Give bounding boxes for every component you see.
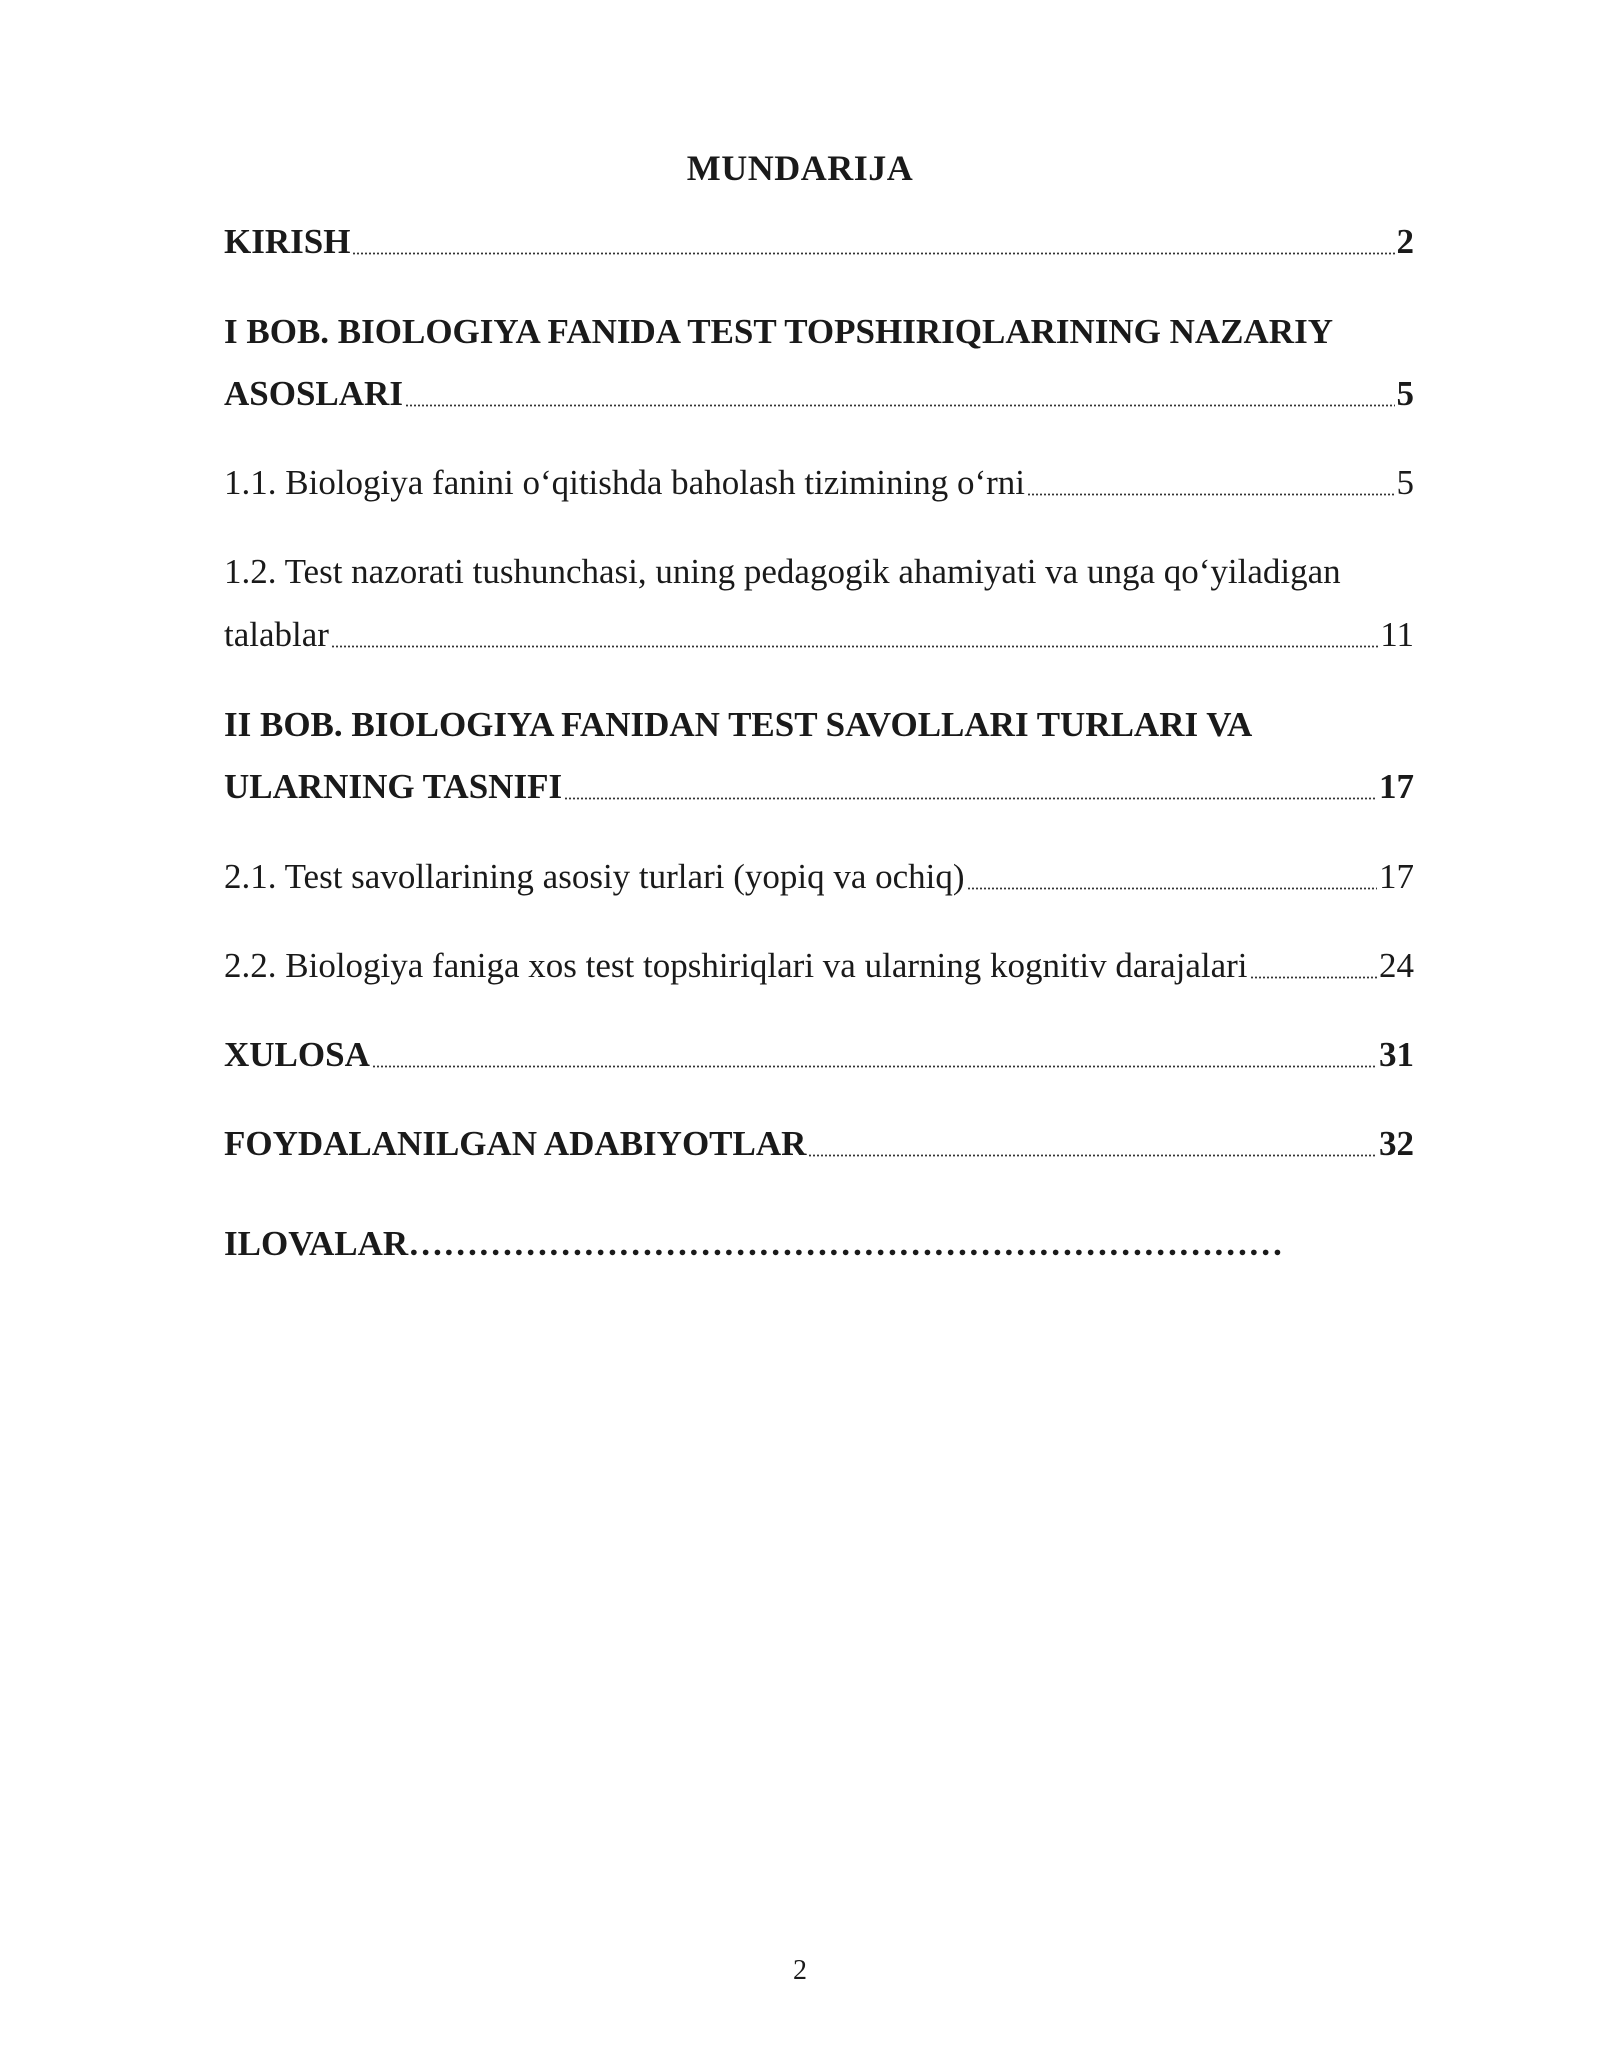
dot-leader — [1250, 976, 1377, 979]
toc-entry-references[interactable] — [224, 1122, 1414, 1166]
dot-leader — [967, 887, 1377, 890]
toc-entry-page: 31 — [1379, 1035, 1414, 1074]
toc-entry-chapter2[interactable] — [224, 765, 1414, 809]
toc-entry-label: XULOSA — [224, 1035, 370, 1074]
toc-entry-page: 24 — [1379, 946, 1414, 985]
toc-entry-label: talablar — [224, 615, 329, 654]
toc-entry-page: 2 — [1396, 222, 1414, 261]
toc-entry-page: 32 — [1379, 1124, 1414, 1163]
page-number: 2 — [793, 1955, 807, 1986]
toc-entry-label: 2.2. Biologiya faniga xos test topshiriqlari va ularning kognitiv darajalari — [224, 946, 1248, 985]
dot-leader — [372, 1065, 1377, 1068]
toc-entry-appendices[interactable]: ILOVALAR………………………………………………………………… — [224, 1224, 1284, 1263]
toc-entry-page: 17 — [1379, 767, 1414, 806]
toc-entry-label: KIRISH — [224, 222, 351, 261]
toc-entry-page: 11 — [1380, 615, 1414, 654]
toc-entry-label: 2.1. Test savollarining asosiy turlari (yopiq va ochiq) — [224, 857, 965, 896]
toc-entry-kirish[interactable] — [224, 220, 1414, 264]
dot-leader — [808, 1154, 1377, 1157]
dot-leader — [564, 797, 1377, 800]
toc-entry-page: 5 — [1396, 463, 1414, 502]
toc-entry-1-2[interactable] — [224, 613, 1414, 657]
toc-entry-chapter2-line1[interactable]: II BOB. BIOLOGIYA FANIDAN TEST SAVOLLARI TURLARI VA — [224, 705, 1253, 744]
dot-leader — [1027, 493, 1394, 496]
dot-leader — [331, 645, 1378, 648]
toc-entry-1-2-line1[interactable]: 1.2. Test nazorati tushunchasi, uning pedagogik ahamiyati va unga qo‘yiladigan — [224, 552, 1341, 591]
toc-entry-label: ASOSLARI — [224, 374, 403, 413]
toc-entry-chapter1-line1[interactable]: I BOB. BIOLOGIYA FANIDA TEST TOPSHIRIQLARINING NAZARIY — [224, 312, 1333, 351]
toc-entry-label: 1.1. Biologiya fanini o‘qitishda baholash tizimining o‘rni — [224, 463, 1026, 502]
dot-leader — [405, 404, 1395, 407]
toc-title: MUNDARIJA — [686, 148, 914, 188]
toc-entry-2-2[interactable] — [224, 944, 1414, 988]
toc-entry-page: 5 — [1396, 374, 1414, 413]
toc-entry-xulosa[interactable] — [224, 1033, 1414, 1077]
toc-entry-1-1[interactable] — [224, 461, 1414, 505]
toc-entry-page: 17 — [1379, 857, 1414, 896]
dot-leader — [352, 252, 1394, 255]
toc-entry-label: ULARNING TASNIFI — [224, 767, 563, 806]
toc-entry-chapter1[interactable] — [224, 372, 1414, 416]
toc-entry-2-1[interactable] — [224, 855, 1414, 899]
toc-entry-label: FOYDALANILGAN ADABIYOTLAR — [224, 1124, 807, 1163]
